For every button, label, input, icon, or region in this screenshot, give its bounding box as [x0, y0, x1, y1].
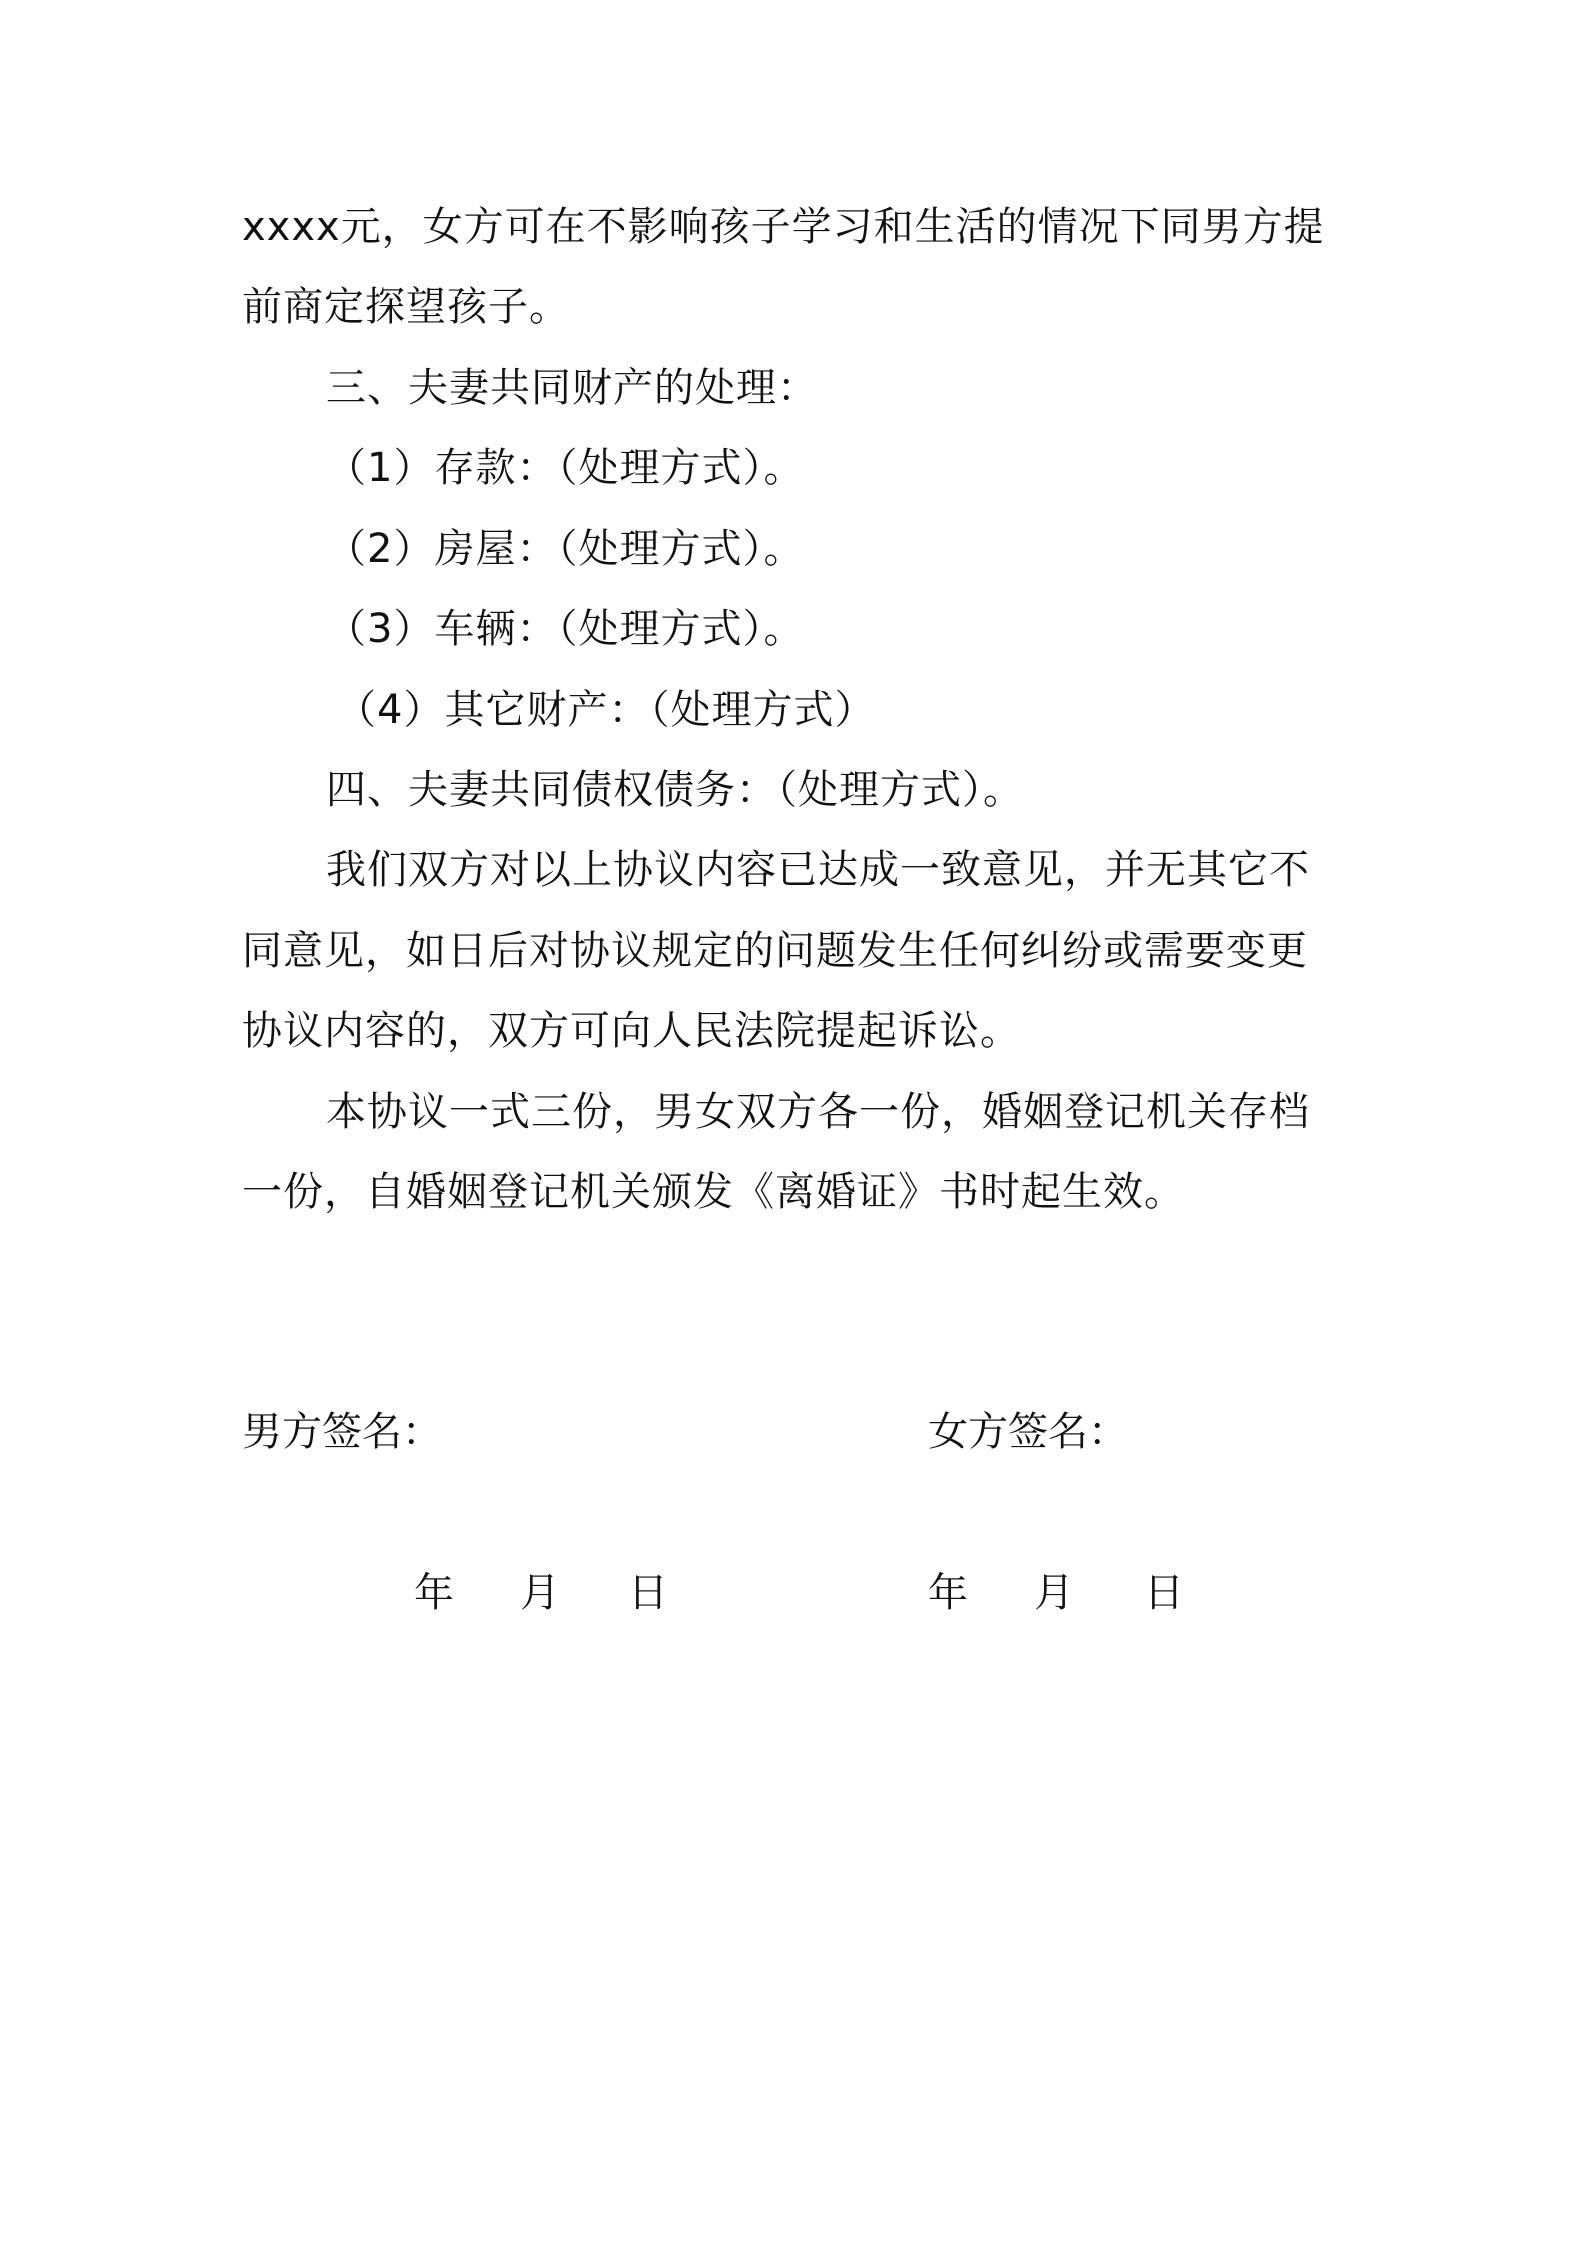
body-line-13: 一份，自婚姻登记机关颁发《离婚证》书时起生效。	[242, 1169, 1185, 1215]
item-house: （2）房屋：（处理方式）。	[326, 526, 805, 572]
body-line-2: 前商定探望孩子。	[242, 284, 570, 330]
item-other-property: （4）其它财产：（处理方式）	[336, 687, 876, 733]
male-signature-label: 男方签名：	[242, 1409, 442, 1455]
section-heading-3: 三、夫妻共同财产的处理：	[326, 365, 818, 411]
item-deposit: （1）存款：（处理方式）。	[326, 445, 805, 491]
body-line-1: xxxx元，女方可在不影响孩子学习和生活的情况下同男方提	[242, 204, 1325, 250]
body-line-12: 本协议一式三份，男女双方各一份，婚姻登记机关存档	[326, 1089, 1310, 1135]
item-vehicle: （3）车辆：（处理方式）。	[326, 606, 805, 652]
female-signature-label: 女方签名：	[928, 1409, 1128, 1455]
male-date-month: 月	[520, 1570, 560, 1616]
male-date-day: 日	[628, 1570, 668, 1616]
body-line-9: 我们双方对以上协议内容已达成一致意见，并无其它不	[326, 847, 1310, 893]
female-date-year: 年	[928, 1570, 968, 1616]
female-date-day: 日	[1144, 1570, 1184, 1616]
body-line-10: 同意见，如日后对协议规定的问题发生任何纠纷或需要变更	[242, 928, 1308, 974]
section-heading-4: 四、夫妻共同债权债务：（处理方式）。	[326, 767, 1024, 813]
male-date-year: 年	[414, 1570, 454, 1616]
body-line-11: 协议内容的，双方可向人民法院提起诉讼。	[242, 1008, 1021, 1054]
female-date-month: 月	[1034, 1570, 1074, 1616]
